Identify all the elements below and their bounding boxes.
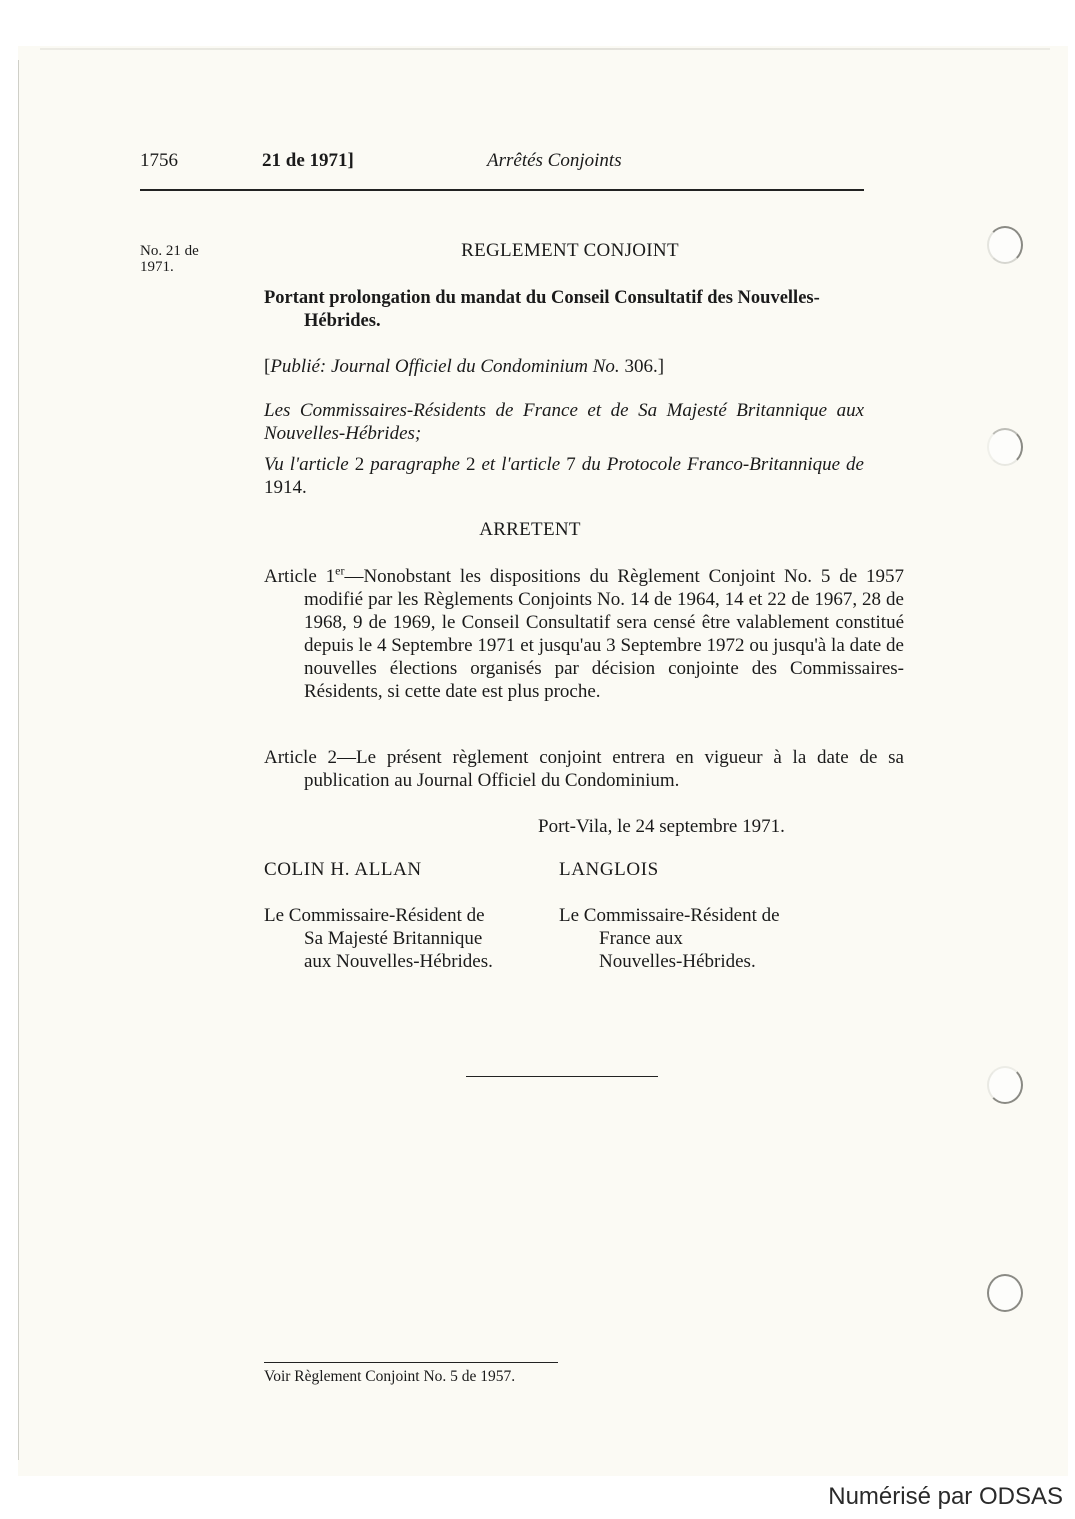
article-1: Article 1er—Nonobstant les dispositions du Règlement Conjoint No. 5 de 1957 modifié par les Règlements Conjoints No. 14 de 1964, 14 et 22 de 1967, 28 de 1968, 9 de 1969, le Conseil Consultatif sera censé être valablement constitué depuis le 4 Septembre 1971 et jusqu'au 3 Septembre 1972 ou jusqu'à la date de nouvelles élections organisés par décision conjointe des Commissaires-Résidents, si cette date est plus proche. <box>264 563 904 702</box>
header-rule <box>140 189 864 191</box>
regulation-heading: REGLEMENT CONJOINT <box>461 240 679 261</box>
article-2: Article 2—Le présent règlement conjoint entrera en vigueur à la date de sa publication au Journal Officiel du Condominium. <box>264 747 904 791</box>
signatory-name-left: COLIN H. ALLAN <box>264 859 422 880</box>
footnote: Voir Règlement Conjoint No. 5 de 1957. <box>264 1368 516 1385</box>
digitization-watermark: Numérisé par ODSAS <box>828 1483 1063 1510</box>
punch-hole <box>987 1066 1023 1104</box>
running-reference: 21 de 1971] <box>262 150 354 171</box>
preamble-commissioners: Les Commissaires-Résidents de France et de Sa Majesté Britannique aux Nouvelles-Hébrides; <box>264 400 864 444</box>
end-rule <box>466 1076 658 1077</box>
punch-hole <box>987 226 1023 264</box>
page-edge <box>18 60 19 1460</box>
punch-hole <box>987 428 1023 466</box>
margin-note: No. 21 de 1971. <box>140 243 199 275</box>
running-title: Arrêtés Conjoints <box>487 150 622 171</box>
decree-heading: ARRETENT <box>479 519 581 540</box>
page-top-edge <box>40 48 1050 50</box>
footnote-rule <box>264 1362 558 1363</box>
signatory-title-right: Le Commissaire-Résident de France aux Nouvelles-Hébrides. <box>559 905 780 972</box>
signatory-name-right: LANGLOIS <box>559 859 659 880</box>
page-number: 1756 <box>140 150 178 171</box>
signatory-title-left: Le Commissaire-Résident de Sa Majesté Britannique aux Nouvelles-Hébrides. <box>264 905 493 972</box>
punch-hole <box>987 1274 1023 1312</box>
publication-note: [Publié: Journal Officiel du Condominium No. 306.] <box>264 356 665 377</box>
preamble-considering: Vu l'article 2 paragraphe 2 et l'article 7 du Protocole Franco-Britannique de 1914. <box>264 454 864 498</box>
subject-title: Portant prolongation du mandat du Conseil Consultatif des Nouvelles- Hébrides. <box>264 288 820 331</box>
place-and-date: Port-Vila, le 24 septembre 1971. <box>538 816 785 837</box>
